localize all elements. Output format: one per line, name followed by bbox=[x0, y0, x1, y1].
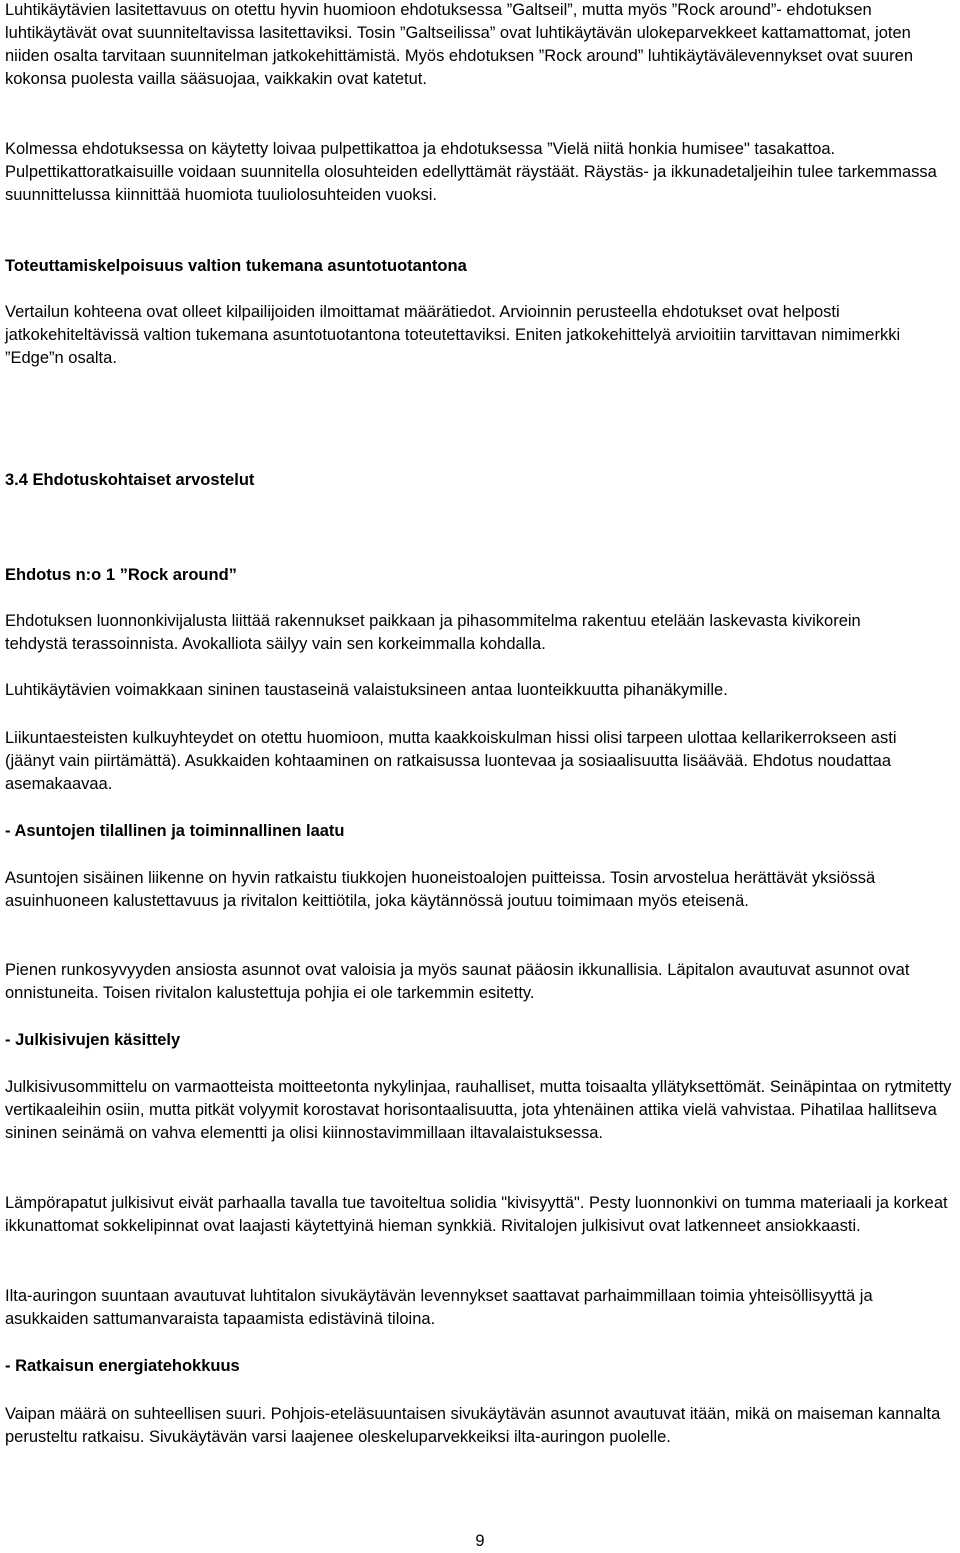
paragraph-blue-wall: Luhtikäytävien voimakkaan sininen taustaseinä valaistuksineen antaa luonteikkuutta pihanäkymille. bbox=[5, 681, 728, 699]
paragraph-roofs: Kolmessa ehdotuksessa on käytetty loivaa pulpettikattoa ja ehdotuksessa ”Vielä niitä honkia humisee" tasakattoa. Pulpettikattoratkaisuille voidaan suunnitella olosuhteiden edellyttämät räystäät. Räystäs- ja ikkunadetaljeihin tulee tarkemmassa suunnittelussa kiinnittää huomiota tuuliolosuhteiden vuoksi. bbox=[5, 140, 937, 204]
paragraph-envelope: Vaipan määrä on suhteellisen suuri. Pohjois-eteläsuuntaisen sivukäytävän asunnot avautuvat itään, mikä on maiseman kannalta perusteltu ratkaisu. Sivukäytävän varsi laajenee oleskeluparvekkeiksi ilta-auringon puolelle. bbox=[5, 1405, 941, 1446]
heading-apartment-quality: - Asuntojen tilallinen ja toiminnallinen laatu bbox=[5, 822, 345, 840]
paragraph-plaster-facades: Lämpörapatut julkisivut eivät parhaalla tavalla tue tavoiteltua solidia "kivisyyttä". Pesty luonnonkivi on tumma materiaali ja korkeat ikkunattomat sokkelipinnat ovat laajasti käytettyinä hieman synkkiä. Rivitalojen julkisivut ovat latkenneet ansiokkaasti. bbox=[5, 1194, 948, 1235]
heading-feasibility: Toteuttamiskelpoisuus valtion tukemana asuntotuotantona bbox=[5, 257, 467, 275]
heading-proposal-1: Ehdotus n:o 1 ”Rock around” bbox=[5, 566, 237, 584]
paragraph-feasibility: Vertailun kohteena ovat olleet kilpailijoiden ilmoittamat määrätiedot. Arvioinnin perusteella ehdotukset ovat helposti jatkokehiteltävissä valtion tukemana asuntotuotantona toteutettaviksi. Eniten jatkokehittelyä arvioitiin tarvittavan nimimerkki ”Edge”n osalta. bbox=[5, 303, 901, 367]
paragraph-evening-sun: Ilta-auringon suuntaan avautuvat luhtitalon sivukäytävän levennykset saattavat parhaimmillaan toimia yhteisöllisyyttä ja asukkaiden sattumanvaraista tapaamista edistävinä tiloina. bbox=[5, 1287, 873, 1328]
heading-facades: - Julkisivujen käsittely bbox=[5, 1031, 181, 1049]
heading-section-3-4: 3.4 Ehdotuskohtaiset arvostelut bbox=[5, 471, 255, 489]
page-number: 9 bbox=[475, 1532, 485, 1550]
heading-energy-efficiency: - Ratkaisun energiatehokkuus bbox=[5, 1357, 240, 1375]
paragraph-internal-traffic: Asuntojen sisäinen liikenne on hyvin ratkaistu tiukkojen huoneistoalojen puitteissa. Tosin arvostelua herättävät yksiössä asuinhuoneen kalustettavuus ja rivitalon keittiötila, joka käytännössä joutuu toimimaan myös eteisenä. bbox=[5, 869, 876, 910]
paragraph-facade-composition: Julkisivusommittelu on varmaotteista moitteetonta nykylinjaa, rauhalliset, mutta toisaalta yllätyksettömät. Seinäpintaa on rytmitetty vertikaaleihin osiin, mutta pitkät volyymit korostavat horisontaalisuutta, jota yhtenäinen attika vielä vahvistaa. Pihatilaa hallitseva sininen seinämä on vahva elementti ja olisi kiinnostavimmillaan iltavalaistuksessa. bbox=[5, 1078, 952, 1142]
paragraph-stone-base: Ehdotuksen luonnonkivijalusta liittää rakennukset paikkaan ja pihasommitelma rakentuu etelään laskevasta kivikorein tehdystä terassoinnista. Avokalliota säilyy vain sen korkeimmalla kohdalla. bbox=[5, 612, 861, 653]
paragraph-daylight: Pienen runkosyvyyden ansiosta asunnot ovat valoisia ja myös saunat pääosin ikkunallisia. Läpitalon avautuvat asunnot ovat onnistuneita. Toisen rivitalon kalustettuja pohjia ei ole tarkemmin esitetty. bbox=[5, 961, 910, 1002]
paragraph-accessibility: Liikuntaesteisten kulkuyhteydet on otettu huomioon, mutta kaakkoiskulman hissi olisi tarpeen ulottaa kellarikerrokseen asti (jäänyt vain piirtämättä). Asukkaiden kohtaaminen on ratkaisussa luontevaa ja sosiaalisuutta lisäävää. Ehdotus noudattaa asemakaavaa. bbox=[5, 729, 897, 793]
paragraph-balcony-glazing: Luhtikäytävien lasitettavuus on otettu hyvin huomioon ehdotuksessa ”Galtseil”, mutta myös ”Rock around”- ehdotuksen luhtikäytävät ovat suunniteltavissa lasitettaviksi. Tosin ”Galtseilissa” ovat luhtikäytävän ulokeparvekkeet kattamattomat, joten niiden osalta tarvitaan suunnitelman jatkokehittämistä. Myös ehdotuksen ”Rock around” luhtikäytävälevennykset ovat suuren kokonsa puolesta vailla sääsuojaa, vaikkakin ovat katetut. bbox=[5, 1, 913, 88]
